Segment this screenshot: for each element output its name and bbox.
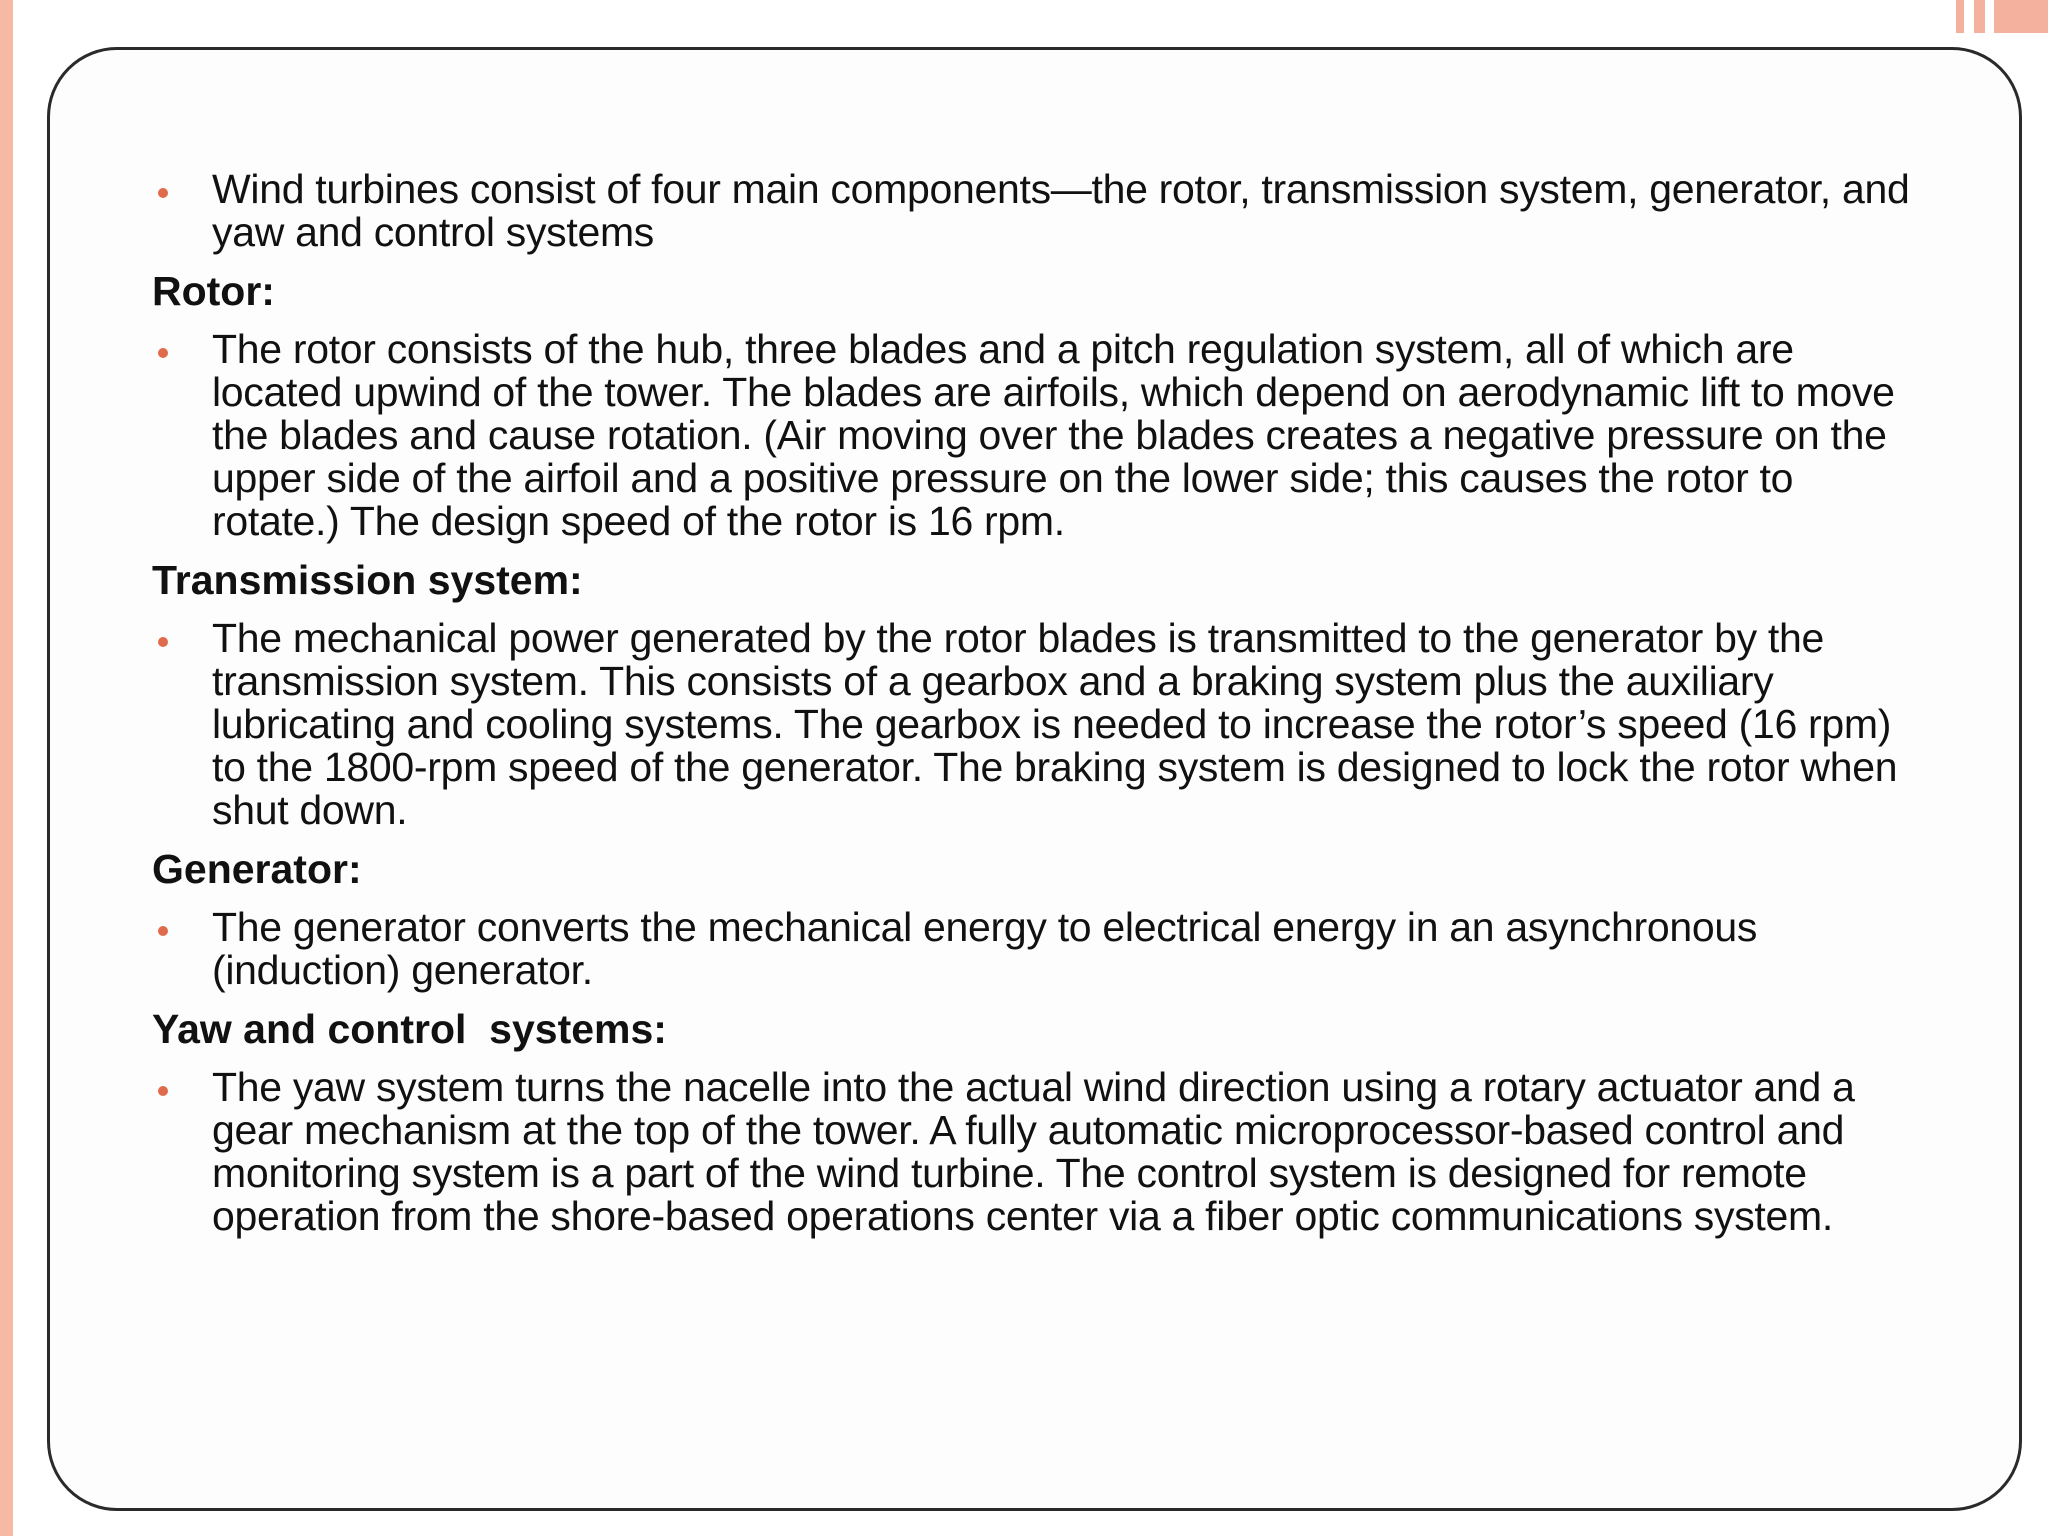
section-text-transmission: The mechanical power generated by the rotor blades is transmitted to the generator by the transmission system. This consists of a gearbox and a braking system plus the auxiliary lubricating and cooling systems. The gearbox is needed to increase the rotor’s speed (16 rpm) to the 1800-rpm speed of the generator. The braking system is designed to lock the rotor when shut down. <box>212 615 1898 833</box>
intro-bullet <box>152 168 1912 254</box>
section-heading-transmission: Transmission system: <box>152 557 583 603</box>
section-bullet-rotor <box>152 328 1912 543</box>
bullet-dot-icon <box>158 637 168 647</box>
bullet-dot-icon <box>158 926 168 936</box>
bullet-dot-icon <box>158 188 168 198</box>
corner-bar <box>1974 0 1985 33</box>
left-accent-stripe <box>0 0 13 1536</box>
bullet-dot-icon <box>158 1086 168 1096</box>
section-text-yaw-control: The yaw system turns the nacelle into the actual wind direction using a rotary actuator and a gear mechanism at the top of the tower. A fully automatic microprocessor-based control and monitoring system is a part of the wind turbine. The control system is designed for remote operation from the shore-based operations center via a fiber optic communications system. <box>212 1064 1855 1239</box>
section-heading-generator: Generator: <box>152 846 362 892</box>
section-text-rotor: The rotor consists of the hub, three blades and a pitch regulation system, all of which are located upwind of the tower. The blades are airfoils, which depend on aerodynamic lift to move the blades and cause rotation. (Air moving over the blades creates a negative pressure on the upper side of the airfoil and a positive pressure on the lower side; this causes the rotor to rotate.) The design speed of the rotor is 16 rpm. <box>212 326 1895 544</box>
corner-decoration <box>1956 0 2048 33</box>
bullet-dot-icon <box>158 348 168 358</box>
corner-bar <box>1994 0 2048 33</box>
slide-content <box>152 168 1912 1238</box>
section-heading-rotor: Rotor: <box>152 268 275 314</box>
corner-bar <box>1956 0 1964 33</box>
section-text-generator: The generator converts the mechanical energy to electrical energy in an asynchronous (induction) generator. <box>212 904 1758 993</box>
intro-text: Wind turbines consist of four main components—the rotor, transmission system, generator, and yaw and control systems <box>212 166 1910 255</box>
section-bullet-transmission <box>152 617 1912 832</box>
section-bullet-generator <box>152 906 1912 992</box>
section-heading-yaw-control: Yaw and control systems: <box>152 1006 667 1052</box>
section-bullet-yaw-control <box>152 1066 1912 1238</box>
